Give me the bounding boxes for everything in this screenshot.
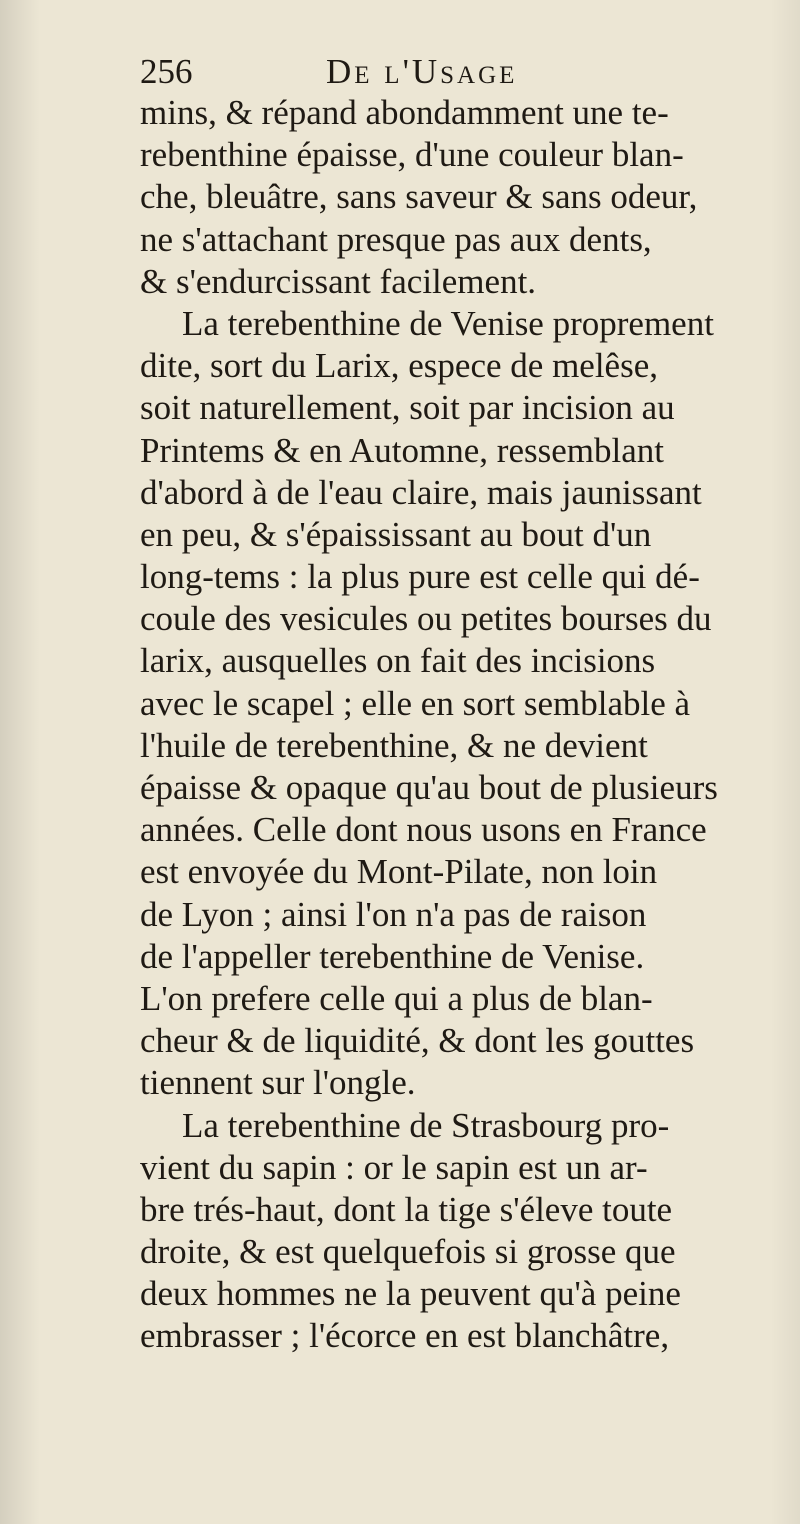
text-line: ne s'attachant presque pas aux dents, [140, 219, 652, 259]
text-line: embrasser ; l'écorce en est blanchâtre, [140, 1316, 670, 1356]
text-line: La terebenthine de Strasbourg pro- [182, 1105, 670, 1145]
text-line: dite, sort du Larix, espece de melêse, [140, 346, 658, 386]
text-line: l'huile de terebenthine, & ne devient [140, 725, 648, 765]
text-line: tiennent sur l'ongle. [140, 1063, 416, 1103]
text-line: épaisse & opaque qu'au bout de plusieurs [140, 768, 718, 807]
text-line: vient du sapin : or le sapin est un ar- [140, 1147, 648, 1187]
text-line: Printems & en Automne, ressemblant [140, 430, 664, 470]
text-line: de Lyon ; ainsi l'on n'a pas de raison [140, 894, 647, 934]
text-line: bre trés-haut, dont la tige s'éleve toute [140, 1189, 673, 1229]
text-line: long-tems : la plus pure est celle qui dé- [140, 557, 700, 597]
text-line: est envoyée du Mont-Pilate, non loin [140, 852, 658, 892]
text-line: che, bleuâtre, sans saveur & sans odeur, [140, 177, 698, 217]
text-line: & s'endurcissant facilement. [140, 261, 537, 301]
text-line: avec le scapel ; elle en sort semblable à [140, 683, 691, 723]
text-line: de l'appeller terebenthine de Venise. [140, 936, 645, 976]
text-line: soit naturellement, soit par incision au [140, 388, 675, 428]
text-line: deux hommes ne la peuvent qu'à peine [140, 1274, 681, 1314]
text-line: années. Celle dont nous usons en France [140, 810, 707, 850]
text-line: larix, ausquelles on fait des incisions [140, 641, 656, 681]
text-line: coule des vesicules ou petites bourses du [140, 599, 712, 639]
page-header [140, 50, 760, 94]
text-line: rebenthine épaisse, d'une couleur blan- [140, 135, 684, 175]
text-line: La terebenthine de Venise proprement [182, 303, 714, 343]
text-line: droite, & est quelquefois si grosse que [140, 1232, 676, 1272]
text-line: en peu, & s'épaississant au bout d'un [140, 514, 652, 554]
text-line: L'on prefere celle qui a plus de blan- [140, 978, 653, 1018]
text-line: d'abord à de l'eau claire, mais jaunissant [140, 472, 702, 512]
running-title: De l'Usage [326, 52, 518, 91]
body-text [140, 92, 800, 1358]
text-line: mins, & répand abondamment une te- [140, 93, 669, 132]
text-line: cheur & de liquidité, & dont les gouttes [140, 1021, 695, 1061]
page-number: 256 [140, 52, 193, 91]
